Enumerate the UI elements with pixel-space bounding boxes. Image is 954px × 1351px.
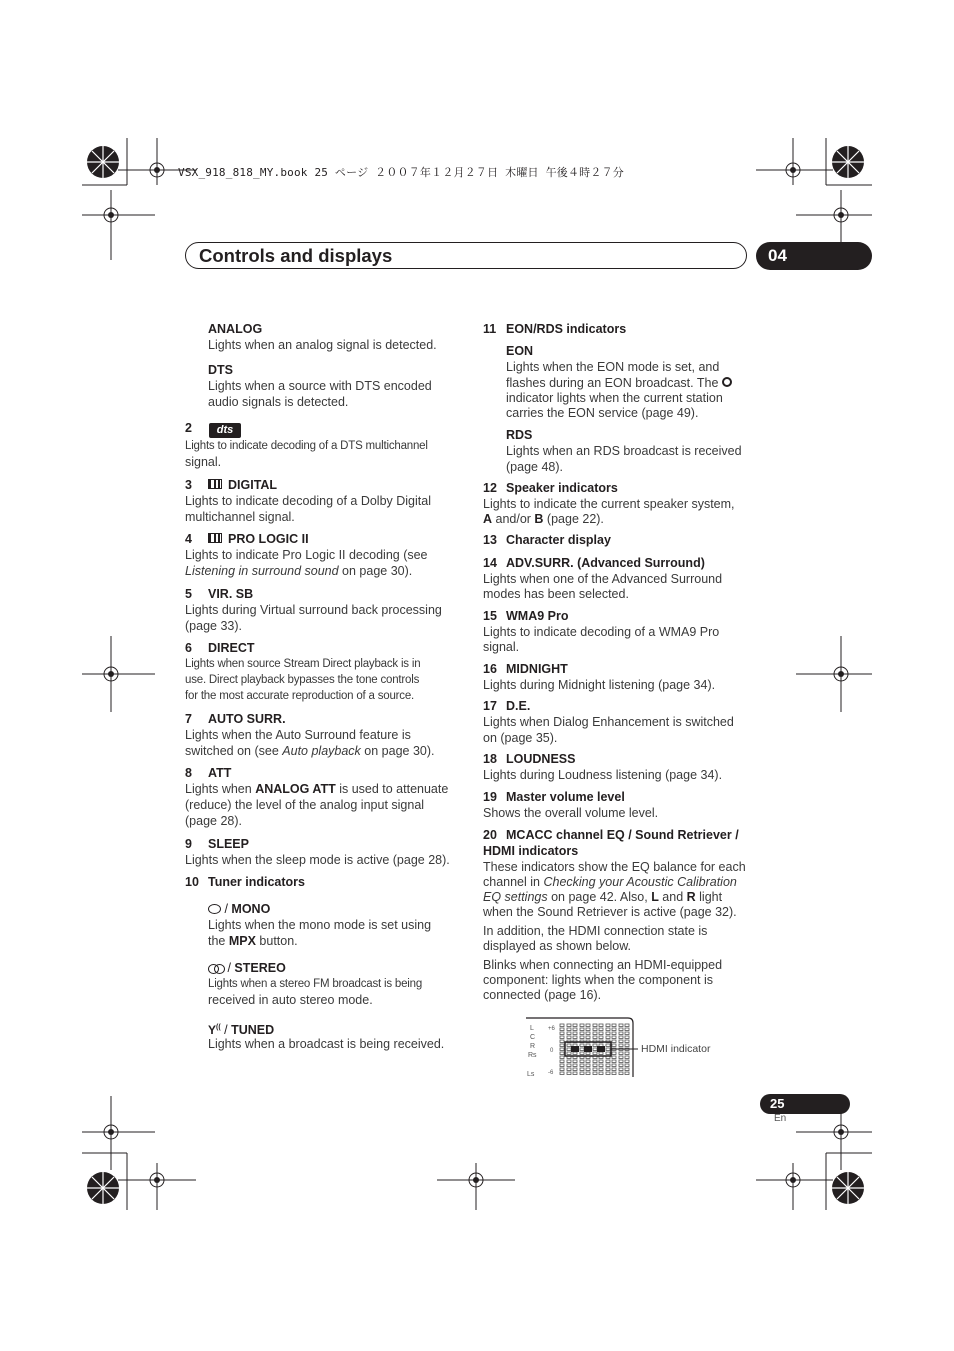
dts-heading: DTS bbox=[208, 363, 233, 377]
eq-segment bbox=[606, 1036, 610, 1039]
item-12-text-line: Lights to indicate the current speaker system, bbox=[483, 497, 735, 511]
eq-segment bbox=[625, 1036, 629, 1039]
eq-segment bbox=[560, 1048, 564, 1051]
eq-segment bbox=[625, 1064, 629, 1067]
eq-segment bbox=[619, 1060, 623, 1063]
eq-segment bbox=[619, 1040, 623, 1043]
eq-segment bbox=[599, 1032, 603, 1035]
item-17-heading: 17 D.E. bbox=[483, 699, 531, 713]
eq-segment bbox=[625, 1060, 629, 1063]
eq-segment bbox=[599, 1052, 603, 1055]
figure-scale-label: +6 bbox=[548, 1026, 555, 1032]
item-20-text-line: when the Sound Retriever is active (page 32). bbox=[483, 905, 737, 919]
stereo-text-line: Lights when a stereo FM broadcast is being bbox=[208, 978, 423, 990]
eq-segment bbox=[599, 1064, 603, 1067]
eq-segment bbox=[606, 1072, 610, 1075]
eq-segment bbox=[593, 1052, 597, 1055]
item-7-text-line: Lights when the Auto Surround feature is bbox=[185, 728, 411, 742]
eq-segment bbox=[560, 1040, 564, 1043]
eq-segment bbox=[573, 1052, 577, 1055]
eon-text-line: carries the EON service (page 49). bbox=[506, 406, 699, 420]
page-language: En bbox=[774, 1113, 787, 1124]
eq-segment bbox=[599, 1028, 603, 1031]
eq-segment bbox=[599, 1060, 603, 1063]
eq-segment bbox=[580, 1052, 584, 1055]
item-7-heading: 7 AUTO SURR. bbox=[185, 712, 286, 726]
eq-segment bbox=[560, 1024, 564, 1027]
mono-text-line: Lights when the mono mode is set using bbox=[208, 918, 432, 932]
eq-segment bbox=[580, 1044, 584, 1047]
eq-segment bbox=[580, 1072, 584, 1075]
item-2-number: 2 bbox=[185, 421, 192, 435]
item-20-text-line: displayed as shown below. bbox=[483, 939, 632, 953]
item-10-heading: 10 Tuner indicators bbox=[185, 875, 306, 889]
eq-segment bbox=[593, 1064, 597, 1067]
stereo-heading: / STEREO bbox=[208, 960, 286, 976]
eq-segment bbox=[619, 1056, 623, 1059]
eq-segment bbox=[612, 1060, 616, 1063]
eq-segment bbox=[586, 1068, 590, 1071]
item-15-heading: 15 WMA9 Pro bbox=[483, 609, 569, 623]
eq-segment bbox=[593, 1044, 597, 1047]
item-3-text-line: multichannel signal. bbox=[185, 510, 295, 524]
item-20-heading-line2: HDMI indicators bbox=[483, 844, 579, 858]
item-4-text-line: Lights to indicate Pro Logic II decoding (see bbox=[185, 548, 428, 562]
rds-text-line: (page 48). bbox=[506, 460, 563, 474]
eq-segment bbox=[606, 1044, 610, 1047]
stereo-text-line: received in auto stereo mode. bbox=[208, 993, 373, 1007]
eq-segment bbox=[580, 1028, 584, 1031]
item-20-text-line: EQ settings on page 42. Also, L and R light bbox=[483, 890, 723, 904]
item-6-text-line: Lights when source Stream Direct playback is in bbox=[185, 658, 421, 670]
antenna-icon: Y(( bbox=[208, 1023, 221, 1037]
eq-segment bbox=[612, 1032, 616, 1035]
eq-segment bbox=[606, 1052, 610, 1055]
item-20-text-line: Blinks when connecting an HDMI-equipped bbox=[483, 958, 723, 972]
item-16-heading: 16 MIDNIGHT bbox=[483, 662, 568, 676]
eq-segment bbox=[619, 1068, 623, 1071]
eq-segment bbox=[619, 1036, 623, 1039]
eq-segment bbox=[586, 1072, 590, 1075]
figure-row-label-l: L bbox=[530, 1025, 534, 1032]
eq-segment bbox=[625, 1068, 629, 1071]
item-20-text-line: In addition, the HDMI connection state is bbox=[483, 924, 708, 938]
eq-segment bbox=[599, 1072, 603, 1075]
eq-segment bbox=[560, 1056, 564, 1059]
eq-segment bbox=[606, 1024, 610, 1027]
eq-segment bbox=[619, 1024, 623, 1027]
item-2-text-line: Lights to indicate decoding of a DTS multichannel bbox=[185, 440, 428, 452]
eq-segment bbox=[560, 1072, 564, 1075]
eq-segment bbox=[593, 1024, 597, 1027]
mono-text-line: the MPX button. bbox=[208, 934, 298, 948]
figure-scale-label: 0 bbox=[550, 1048, 554, 1054]
eq-segment bbox=[573, 1060, 577, 1063]
eq-segment bbox=[625, 1056, 629, 1059]
eq-segment bbox=[619, 1064, 623, 1067]
item-15-text-line: Lights to indicate decoding of a WMA9 Pro bbox=[483, 625, 720, 639]
eq-segment bbox=[573, 1036, 577, 1039]
item-6-text-line: use. Direct playback bypasses the tone controls bbox=[185, 674, 420, 686]
section-title: Controls and displays bbox=[199, 245, 393, 266]
figure-row-label-c: C bbox=[530, 1034, 536, 1041]
eq-segment bbox=[586, 1032, 590, 1035]
rds-text-line: Lights when an RDS broadcast is received bbox=[506, 444, 742, 458]
eq-segment bbox=[593, 1032, 597, 1035]
eq-segment bbox=[593, 1068, 597, 1071]
eq-segment bbox=[567, 1036, 571, 1039]
analog-text: Lights when an analog signal is detected. bbox=[208, 338, 437, 352]
mono-heading: / MONO bbox=[208, 901, 270, 917]
eq-segment bbox=[560, 1060, 564, 1063]
dts-text-line: audio signals is detected. bbox=[208, 395, 349, 409]
eq-segment bbox=[586, 1028, 590, 1031]
eq-segment bbox=[612, 1024, 616, 1027]
eq-segment bbox=[573, 1064, 577, 1067]
eq-segment bbox=[619, 1044, 623, 1047]
item-6-text-line: for the most accurate reproduction of a source. bbox=[185, 690, 415, 702]
eq-segment bbox=[606, 1068, 610, 1071]
item-16-text: Lights during Midnight listening (page 34). bbox=[483, 678, 716, 692]
eq-segment bbox=[612, 1072, 616, 1075]
item-9-heading: 9 SLEEP bbox=[185, 837, 249, 851]
eq-segment bbox=[573, 1068, 577, 1071]
item-19-heading: 19 Master volume level bbox=[483, 790, 625, 804]
eq-segment bbox=[612, 1068, 616, 1071]
eq-segment bbox=[625, 1072, 629, 1075]
tuned-text: Lights when a broadcast is being received. bbox=[208, 1037, 445, 1051]
item-20-text-line: These indicators show the EQ balance for each bbox=[483, 860, 746, 874]
item-17-text-line: Lights when Dialog Enhancement is switched bbox=[483, 715, 734, 729]
eq-segment bbox=[573, 1072, 577, 1075]
item-12-heading: 12 Speaker indicators bbox=[483, 481, 618, 495]
eq-segment bbox=[612, 1028, 616, 1031]
eq-segment bbox=[612, 1052, 616, 1055]
item-6-heading: 6 DIRECT bbox=[185, 641, 255, 655]
eq-segment bbox=[580, 1032, 584, 1035]
item-13-heading: 13 Character display bbox=[483, 533, 611, 547]
eq-segment bbox=[580, 1036, 584, 1039]
eq-segment bbox=[586, 1060, 590, 1063]
item-8-text-line: (page 28). bbox=[185, 814, 242, 828]
eon-text-line: Lights when the EON mode is set, and bbox=[506, 360, 720, 374]
eq-segment bbox=[560, 1032, 564, 1035]
figure-row-label-ls: Ls bbox=[527, 1071, 535, 1078]
item-7-text-line: switched on (see Auto playback on page 30). bbox=[185, 744, 435, 758]
item-20-heading: 20 MCACC channel EQ / Sound Retriever / bbox=[483, 828, 739, 842]
eq-segment bbox=[567, 1024, 571, 1027]
eon-text-line: indicator lights when the current station bbox=[506, 391, 723, 405]
eq-segment bbox=[586, 1024, 590, 1027]
eq-segment bbox=[625, 1052, 629, 1055]
item-8-heading: 8 ATT bbox=[185, 766, 232, 780]
figure-row-label-rs: Rs bbox=[528, 1052, 537, 1059]
item-3-heading: 3 DIGITAL bbox=[185, 478, 278, 492]
eq-segment bbox=[625, 1032, 629, 1035]
item-20-text-line: channel in Checking your Acoustic Calibration bbox=[483, 875, 737, 889]
hdmi-indicator-callout: HDMI indicator bbox=[641, 1043, 711, 1055]
print-header: VSX_918_818_MY.book 25 ページ ２００７年１２月２７日 木曜日 午後４時２７分 bbox=[178, 166, 624, 179]
eq-segment bbox=[560, 1028, 564, 1031]
rds-heading: RDS bbox=[506, 428, 533, 442]
eq-segment bbox=[606, 1048, 610, 1051]
eq-segment bbox=[606, 1064, 610, 1067]
eq-segment bbox=[580, 1068, 584, 1071]
chapter-number: 04 bbox=[768, 246, 787, 265]
tuned-heading: Y(( / TUNED bbox=[208, 1020, 274, 1038]
eq-segment bbox=[593, 1060, 597, 1063]
eq-segment bbox=[580, 1048, 584, 1051]
eq-segment bbox=[619, 1072, 623, 1075]
eq-segment bbox=[573, 1028, 577, 1031]
item-11-heading: 11 EON/RDS indicators bbox=[483, 322, 627, 336]
eq-segment bbox=[599, 1036, 603, 1039]
eq-segment bbox=[619, 1052, 623, 1055]
item-8-text-line: (reduce) the level of the analog input signal bbox=[185, 798, 425, 812]
eq-segment bbox=[573, 1032, 577, 1035]
page-number: 25 bbox=[770, 1096, 785, 1111]
eq-segment bbox=[560, 1052, 564, 1055]
eq-segment bbox=[606, 1028, 610, 1031]
eq-segment bbox=[567, 1060, 571, 1063]
item-5-text-line: Lights during Virtual surround back processing bbox=[185, 603, 442, 617]
eq-segment bbox=[567, 1028, 571, 1031]
eq-segment bbox=[625, 1044, 629, 1047]
eq-segment bbox=[560, 1044, 564, 1047]
eq-segment bbox=[619, 1032, 623, 1035]
item-12-text-line: A and/or B (page 22). bbox=[483, 512, 604, 526]
eq-segment bbox=[599, 1024, 603, 1027]
eq-segment bbox=[567, 1044, 571, 1047]
dts-logo-icon: dts bbox=[209, 423, 241, 438]
item-8-text-line: Lights when ANALOG ATT is used to attenuate bbox=[185, 782, 449, 796]
eq-segment bbox=[612, 1056, 616, 1059]
eq-segment bbox=[593, 1072, 597, 1075]
eq-segment bbox=[560, 1064, 564, 1067]
eq-segment bbox=[625, 1024, 629, 1027]
eq-segment bbox=[573, 1024, 577, 1027]
eq-segment bbox=[625, 1040, 629, 1043]
eq-segment bbox=[580, 1064, 584, 1067]
item-15-text-line: signal. bbox=[483, 640, 520, 654]
eq-segment bbox=[567, 1064, 571, 1067]
item-5-heading: 5 VIR. SB bbox=[185, 587, 254, 601]
figure-row-label-r: R bbox=[530, 1043, 536, 1050]
eq-segment bbox=[619, 1028, 623, 1031]
item-18-heading: 18 LOUDNESS bbox=[483, 752, 576, 766]
eq-segment bbox=[567, 1068, 571, 1071]
eon-text-line: flashes during an EON broadcast. The bbox=[506, 375, 732, 391]
eq-segment bbox=[580, 1060, 584, 1063]
item-4-heading: 4 PRO LOGIC II bbox=[185, 532, 309, 546]
eq-segment bbox=[560, 1036, 564, 1039]
eq-segment bbox=[593, 1036, 597, 1039]
item-20-text-line: connected (page 16). bbox=[483, 988, 602, 1002]
eon-heading: EON bbox=[506, 344, 534, 358]
analog-heading: ANALOG bbox=[208, 322, 263, 336]
eq-segment bbox=[593, 1028, 597, 1031]
eq-segment bbox=[612, 1044, 616, 1047]
eq-segment bbox=[567, 1072, 571, 1075]
item-9-text: Lights when the sleep mode is active (page 28). bbox=[185, 853, 450, 867]
item-17-text-line: on (page 35). bbox=[483, 731, 558, 745]
eq-segment bbox=[612, 1036, 616, 1039]
item-19-text: Shows the overall volume level. bbox=[483, 806, 659, 820]
eq-segment bbox=[612, 1064, 616, 1067]
eq-segment bbox=[586, 1036, 590, 1039]
item-14-heading: 14 ADV.SURR. (Advanced Surround) bbox=[483, 556, 705, 570]
item-3-text-line: Lights to indicate decoding of a Dolby Digital bbox=[185, 494, 431, 508]
eq-segment bbox=[606, 1060, 610, 1063]
eq-segment bbox=[599, 1068, 603, 1071]
eq-segment bbox=[606, 1032, 610, 1035]
eq-segment bbox=[625, 1028, 629, 1031]
eq-segment bbox=[567, 1048, 571, 1051]
item-4-text-line: Listening in surround sound on page 30). bbox=[185, 564, 413, 578]
figure-scale-label: -6 bbox=[548, 1070, 554, 1076]
item-14-text-line: Lights when one of the Advanced Surround bbox=[483, 572, 723, 586]
item-18-text: Lights during Loudness listening (page 34). bbox=[483, 768, 723, 782]
item-20-text-line: component: lights when the component is bbox=[483, 973, 713, 987]
eq-segment bbox=[580, 1024, 584, 1027]
eq-segment bbox=[567, 1032, 571, 1035]
eq-segment bbox=[586, 1052, 590, 1055]
eq-segment bbox=[593, 1048, 597, 1051]
eq-segment bbox=[567, 1052, 571, 1055]
item-14-text-line: modes has been selected. bbox=[483, 587, 629, 601]
dts-text-line: Lights when a source with DTS encoded bbox=[208, 379, 432, 393]
item-5-text-line: (page 33). bbox=[185, 619, 242, 633]
eq-segment bbox=[560, 1068, 564, 1071]
item-2-text-line: signal. bbox=[185, 455, 222, 469]
eq-segment bbox=[586, 1064, 590, 1067]
eq-segment bbox=[612, 1040, 616, 1043]
